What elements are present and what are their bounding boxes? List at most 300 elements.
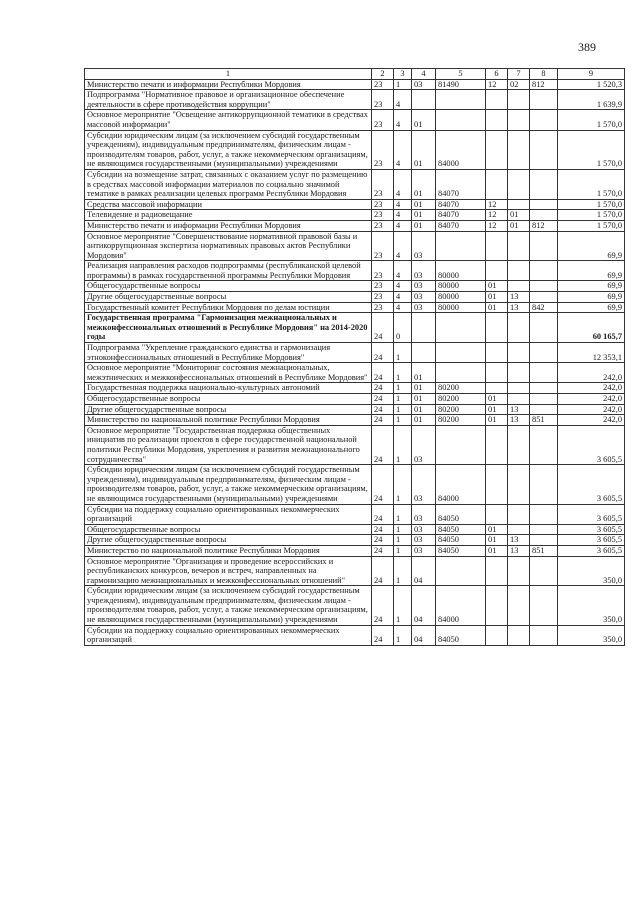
row-code-cell: 4 <box>394 199 412 210</box>
row-code-cell: 4 <box>394 130 412 169</box>
row-code-cell: 01 <box>412 169 436 199</box>
row-code-cell: 81490 <box>436 79 486 90</box>
row-code-cell: 23 <box>372 292 394 303</box>
row-code-cell: 4 <box>394 261 412 281</box>
row-code-cell <box>436 363 486 383</box>
row-name-cell: Субсидии на возмещение затрат, связанных с оказанием услуг по размещению в средствах массовой информации материалов по социально значимой тематике в рамках реализации целевых программ Республики Мордовия <box>85 169 372 199</box>
row-code-cell: 13 <box>508 415 530 426</box>
row-sum-cell: 1 570,0 <box>558 199 625 210</box>
row-code-cell: 01 <box>486 524 508 535</box>
row-code-cell <box>530 363 558 383</box>
row-code-cell: 80000 <box>436 261 486 281</box>
row-code-cell <box>508 465 530 504</box>
row-code-cell <box>508 199 530 210</box>
row-code-cell: 13 <box>508 302 530 313</box>
row-name-cell: Основное мероприятие "Мониторинг состояния межнациональных, межэтнических и межконфессиональных отношений в Республике Мордовия" <box>85 363 372 383</box>
row-code-cell: 24 <box>372 313 394 343</box>
row-code-cell: 24 <box>372 425 394 464</box>
row-code-cell: 03 <box>412 504 436 524</box>
row-code-cell: 24 <box>372 545 394 556</box>
row-code-cell: 84050 <box>436 524 486 535</box>
row-sum-cell: 350,0 <box>558 625 625 645</box>
row-code-cell: 23 <box>372 90 394 110</box>
row-code-cell <box>530 281 558 292</box>
row-code-cell <box>530 169 558 199</box>
row-name-cell: Общегосударственные вопросы <box>85 281 372 292</box>
row-code-cell <box>486 383 508 394</box>
row-code-cell: 80200 <box>436 404 486 415</box>
row-code-cell: 4 <box>394 220 412 231</box>
table-row <box>85 625 625 645</box>
row-sum-cell: 1 570,0 <box>558 169 625 199</box>
row-code-cell <box>530 586 558 625</box>
table-row <box>85 130 625 169</box>
row-code-cell: 1 <box>394 394 412 405</box>
row-name-cell: Министерство печати и информации Республики Мордовия <box>85 79 372 90</box>
row-code-cell: 01 <box>412 199 436 210</box>
row-code-cell: 03 <box>412 79 436 90</box>
row-code-cell: 03 <box>412 535 436 546</box>
row-name-cell: Субсидии на поддержку социально ориентированных некоммерческих организаций <box>85 625 372 645</box>
row-code-cell: 01 <box>486 281 508 292</box>
row-code-cell: 1 <box>394 535 412 546</box>
row-code-cell: 03 <box>412 292 436 303</box>
row-code-cell: 23 <box>372 199 394 210</box>
budget-table <box>84 68 625 646</box>
row-code-cell: 03 <box>412 302 436 313</box>
row-sum-cell: 242,0 <box>558 404 625 415</box>
table-row <box>85 292 625 303</box>
row-code-cell: 24 <box>372 415 394 426</box>
row-sum-cell: 69,9 <box>558 281 625 292</box>
row-code-cell: 04 <box>412 586 436 625</box>
row-name-cell: Государственный комитет Республики Мордовия по делам юстиции <box>85 302 372 313</box>
row-sum-cell: 350,0 <box>558 586 625 625</box>
row-code-cell: 23 <box>372 302 394 313</box>
row-code-cell: 24 <box>372 465 394 504</box>
row-code-cell: 1 <box>394 343 412 363</box>
row-sum-cell: 242,0 <box>558 394 625 405</box>
row-code-cell: 24 <box>372 343 394 363</box>
row-code-cell <box>508 394 530 405</box>
row-code-cell <box>486 425 508 464</box>
row-name-cell: Другие общегосударственные вопросы <box>85 404 372 415</box>
row-sum-cell: 3 605,5 <box>558 535 625 546</box>
row-code-cell: 01 <box>412 383 436 394</box>
row-code-cell: 4 <box>394 169 412 199</box>
row-code-cell: 24 <box>372 383 394 394</box>
row-code-cell: 1 <box>394 465 412 504</box>
row-code-cell: 80000 <box>436 292 486 303</box>
row-name-cell: Государственная поддержка национально-культурных автономий <box>85 383 372 394</box>
row-code-cell: 01 <box>412 404 436 415</box>
row-name-cell: Государственная программа "Гармонизация межнациональных и межконфессиональных отношений в Республике Мордовия" на 2014-2020 годы <box>85 313 372 343</box>
row-sum-cell: 69,9 <box>558 302 625 313</box>
row-name-cell: Основное мероприятие "Совершенствование нормативной правовой базы и антикоррупционная экспертиза нормативных правовых актов Республики Мордовия" <box>85 231 372 261</box>
row-code-cell: 04 <box>412 556 436 586</box>
row-name-cell: Министерство по национальной политике Республики Мордовия <box>85 415 372 426</box>
row-code-cell: 12 <box>486 210 508 221</box>
table-row <box>85 110 625 130</box>
row-code-cell: 01 <box>486 404 508 415</box>
row-code-cell: 4 <box>394 292 412 303</box>
row-sum-cell: 3 605,5 <box>558 504 625 524</box>
table-row <box>85 79 625 90</box>
row-name-cell: Министерство по национальной политике Республики Мордовия <box>85 545 372 556</box>
row-code-cell: 1 <box>394 425 412 464</box>
row-code-cell <box>508 343 530 363</box>
row-code-cell: 01 <box>508 220 530 231</box>
row-code-cell <box>436 313 486 343</box>
row-code-cell: 03 <box>412 545 436 556</box>
row-code-cell <box>508 281 530 292</box>
row-code-cell: 851 <box>530 415 558 426</box>
row-code-cell: 1 <box>394 383 412 394</box>
row-name-cell: Субсидии юридическим лицам (за исключением субсидий государственным учреждениям), индивидуальным предпринимателям, физическим лицам - производителям товаров, работ, услуг, а также некоммерческим организациям, не являющимся государственными (муниципальными) учреждениями <box>85 130 372 169</box>
row-code-cell: 84000 <box>436 586 486 625</box>
row-sum-cell: 1 570,0 <box>558 210 625 221</box>
row-code-cell <box>508 90 530 110</box>
row-code-cell <box>530 394 558 405</box>
row-code-cell <box>486 313 508 343</box>
row-code-cell <box>486 90 508 110</box>
row-code-cell: 03 <box>412 524 436 535</box>
row-code-cell <box>530 199 558 210</box>
row-code-cell <box>486 504 508 524</box>
row-code-cell: 1 <box>394 556 412 586</box>
row-code-cell <box>530 231 558 261</box>
row-code-cell: 1 <box>394 415 412 426</box>
row-sum-cell: 3 605,5 <box>558 545 625 556</box>
row-code-cell <box>508 363 530 383</box>
row-code-cell <box>530 524 558 535</box>
row-name-cell: Телевидение и радиовещание <box>85 210 372 221</box>
row-code-cell: 4 <box>394 281 412 292</box>
row-name-cell: Субсидии юридическим лицам (за исключением субсидий государственным учреждениям), индивидуальным предпринимателям, физическим лицам - производителям товаров, работ, услуг, а также некоммерческим организациям, не являющимся государственными (муниципальными) учреждениями <box>85 465 372 504</box>
row-code-cell: 4 <box>394 210 412 221</box>
row-code-cell: 1 <box>394 404 412 415</box>
row-sum-cell: 12 353,1 <box>558 343 625 363</box>
table-row <box>85 394 625 405</box>
row-code-cell: 1 <box>394 625 412 645</box>
row-code-cell: 1 <box>394 363 412 383</box>
row-code-cell: 01 <box>412 110 436 130</box>
row-code-cell: 4 <box>394 302 412 313</box>
header-cell: 1 <box>85 69 372 80</box>
row-code-cell <box>508 383 530 394</box>
row-code-cell: 4 <box>394 231 412 261</box>
row-sum-cell: 1 570,0 <box>558 130 625 169</box>
row-code-cell: 812 <box>530 220 558 231</box>
header-cell: 7 <box>508 69 530 80</box>
row-code-cell <box>486 343 508 363</box>
row-code-cell <box>412 313 436 343</box>
row-code-cell: 23 <box>372 110 394 130</box>
row-code-cell: 24 <box>372 394 394 405</box>
row-code-cell <box>436 425 486 464</box>
row-code-cell: 80200 <box>436 415 486 426</box>
row-code-cell: 0 <box>394 313 412 343</box>
header-cell: 9 <box>558 69 625 80</box>
row-code-cell <box>530 90 558 110</box>
row-code-cell: 23 <box>372 261 394 281</box>
row-sum-cell: 3 605,5 <box>558 465 625 504</box>
row-name-cell: Подпрограмма "Укрепление гражданского единства и гармонизация этноконфессиональных отношений в Республике Мордовия" <box>85 343 372 363</box>
row-code-cell <box>436 90 486 110</box>
row-sum-cell: 69,9 <box>558 261 625 281</box>
row-code-cell: 24 <box>372 363 394 383</box>
row-code-cell <box>508 504 530 524</box>
row-code-cell: 13 <box>508 292 530 303</box>
row-code-cell <box>530 535 558 546</box>
row-code-cell: 01 <box>486 394 508 405</box>
row-code-cell: 84050 <box>436 545 486 556</box>
row-code-cell <box>486 130 508 169</box>
table-row <box>85 545 625 556</box>
row-code-cell: 80200 <box>436 383 486 394</box>
row-code-cell: 01 <box>412 130 436 169</box>
table-row <box>85 169 625 199</box>
row-code-cell <box>486 261 508 281</box>
row-code-cell <box>486 625 508 645</box>
table-row <box>85 556 625 586</box>
table-row <box>85 363 625 383</box>
row-name-cell: Другие общегосударственные вопросы <box>85 535 372 546</box>
row-code-cell <box>436 556 486 586</box>
table-row <box>85 281 625 292</box>
row-code-cell: 03 <box>412 281 436 292</box>
table-row <box>85 425 625 464</box>
row-code-cell <box>530 313 558 343</box>
row-code-cell <box>508 130 530 169</box>
row-code-cell: 01 <box>486 545 508 556</box>
table-row <box>85 302 625 313</box>
row-code-cell: 01 <box>412 394 436 405</box>
row-code-cell: 23 <box>372 281 394 292</box>
row-code-cell <box>508 556 530 586</box>
row-code-cell: 24 <box>372 625 394 645</box>
row-code-cell <box>436 110 486 130</box>
row-sum-cell: 242,0 <box>558 363 625 383</box>
row-code-cell: 12 <box>486 220 508 231</box>
row-code-cell: 12 <box>486 79 508 90</box>
row-code-cell: 4 <box>394 110 412 130</box>
table-row <box>85 220 625 231</box>
row-code-cell <box>412 343 436 363</box>
table-row <box>85 524 625 535</box>
row-code-cell: 80000 <box>436 281 486 292</box>
row-code-cell: 84050 <box>436 504 486 524</box>
row-code-cell: 24 <box>372 586 394 625</box>
row-code-cell: 01 <box>486 302 508 313</box>
row-code-cell: 23 <box>372 231 394 261</box>
table-row <box>85 415 625 426</box>
row-code-cell <box>530 130 558 169</box>
row-code-cell: 842 <box>530 302 558 313</box>
row-code-cell: 84000 <box>436 130 486 169</box>
table-row <box>85 199 625 210</box>
row-code-cell: 13 <box>508 535 530 546</box>
row-name-cell: Министерство печати и информации Республики Мордовия <box>85 220 372 231</box>
row-code-cell: 80000 <box>436 302 486 313</box>
row-sum-cell: 69,9 <box>558 292 625 303</box>
row-code-cell <box>508 169 530 199</box>
row-code-cell: 84050 <box>436 535 486 546</box>
row-code-cell <box>530 504 558 524</box>
table-row <box>85 231 625 261</box>
row-code-cell <box>530 404 558 415</box>
row-code-cell: 1 <box>394 504 412 524</box>
row-code-cell: 1 <box>394 586 412 625</box>
row-sum-cell: 1 570,0 <box>558 220 625 231</box>
row-code-cell: 23 <box>372 79 394 90</box>
row-code-cell: 23 <box>372 130 394 169</box>
row-code-cell <box>530 261 558 281</box>
header-cell: 2 <box>372 69 394 80</box>
row-code-cell: 1 <box>394 524 412 535</box>
page-number: 389 <box>578 40 596 54</box>
table-row <box>85 383 625 394</box>
row-code-cell <box>412 90 436 110</box>
row-code-cell <box>486 586 508 625</box>
row-code-cell: 01 <box>486 292 508 303</box>
row-code-cell <box>508 524 530 535</box>
row-name-cell: Другие общегосударственные вопросы <box>85 292 372 303</box>
row-code-cell <box>508 231 530 261</box>
row-code-cell: 01 <box>486 415 508 426</box>
header-cell: 3 <box>394 69 412 80</box>
row-code-cell: 1 <box>394 79 412 90</box>
row-name-cell: Общегосударственные вопросы <box>85 524 372 535</box>
header-row <box>85 69 625 80</box>
table-row <box>85 404 625 415</box>
row-code-cell: 01 <box>412 415 436 426</box>
row-code-cell <box>530 383 558 394</box>
row-sum-cell: 69,9 <box>558 231 625 261</box>
row-code-cell: 24 <box>372 504 394 524</box>
row-sum-cell: 3 605,5 <box>558 524 625 535</box>
row-sum-cell: 1 570,0 <box>558 110 625 130</box>
row-code-cell: 84070 <box>436 199 486 210</box>
row-code-cell: 851 <box>530 545 558 556</box>
row-code-cell <box>530 110 558 130</box>
row-code-cell: 23 <box>372 169 394 199</box>
row-code-cell <box>436 231 486 261</box>
row-sum-cell: 1 520,3 <box>558 79 625 90</box>
row-code-cell: 01 <box>486 535 508 546</box>
row-code-cell <box>530 210 558 221</box>
row-code-cell: 84070 <box>436 210 486 221</box>
row-code-cell: 84050 <box>436 625 486 645</box>
row-code-cell <box>508 313 530 343</box>
row-code-cell <box>486 231 508 261</box>
row-name-cell: Основное мероприятие "Организация и проведение всероссийских и республиканских конкурсов, вечеров и встреч, направленных на гармонизацию межнациональных и межконфессиональных отношений" <box>85 556 372 586</box>
row-code-cell <box>530 465 558 504</box>
row-code-cell <box>530 556 558 586</box>
row-code-cell: 03 <box>412 465 436 504</box>
row-code-cell <box>436 343 486 363</box>
table-row <box>85 90 625 110</box>
header-cell: 6 <box>486 69 508 80</box>
row-name-cell: Субсидии юридическим лицам (за исключением субсидий государственным учреждениям), индивидуальным предпринимателям, физическим лицам - производителям товаров, работ, услуг, а также некоммерческим организациям, не являющимся государственными (муниципальными) учреждениями <box>85 586 372 625</box>
row-code-cell: 12 <box>486 199 508 210</box>
header-cell: 5 <box>436 69 486 80</box>
row-code-cell <box>486 110 508 130</box>
row-code-cell <box>530 625 558 645</box>
row-code-cell <box>486 363 508 383</box>
row-name-cell: Подпрограмма "Нормативное правовое и организационное обеспечение деятельности в сфере противодействия коррупции" <box>85 90 372 110</box>
table-row <box>85 465 625 504</box>
row-code-cell: 4 <box>394 90 412 110</box>
row-code-cell <box>530 292 558 303</box>
row-code-cell: 24 <box>372 524 394 535</box>
row-code-cell: 01 <box>412 210 436 221</box>
row-code-cell <box>486 556 508 586</box>
row-code-cell: 24 <box>372 535 394 546</box>
row-code-cell: 03 <box>412 231 436 261</box>
row-sum-cell: 3 605,5 <box>558 425 625 464</box>
row-code-cell: 13 <box>508 545 530 556</box>
row-code-cell: 1 <box>394 545 412 556</box>
row-sum-cell: 1 639,9 <box>558 90 625 110</box>
header-cell: 8 <box>530 69 558 80</box>
row-code-cell <box>530 425 558 464</box>
row-sum-cell: 60 165,7 <box>558 313 625 343</box>
row-code-cell: 03 <box>412 261 436 281</box>
table-row <box>85 535 625 546</box>
row-code-cell: 01 <box>412 363 436 383</box>
table-row <box>85 343 625 363</box>
row-code-cell: 04 <box>412 625 436 645</box>
row-name-cell: Реализация направления расходов подпрограммы (республиканской целевой программы) в рамках государственной программы Республики Мордовия <box>85 261 372 281</box>
row-code-cell: 01 <box>508 210 530 221</box>
row-code-cell: 80200 <box>436 394 486 405</box>
row-code-cell: 84000 <box>436 465 486 504</box>
row-code-cell: 84070 <box>436 220 486 231</box>
table-body <box>85 79 625 645</box>
row-code-cell <box>530 343 558 363</box>
row-code-cell: 13 <box>508 404 530 415</box>
row-code-cell <box>486 465 508 504</box>
row-code-cell <box>486 169 508 199</box>
row-code-cell: 02 <box>508 79 530 90</box>
row-code-cell: 24 <box>372 556 394 586</box>
row-code-cell <box>508 625 530 645</box>
row-code-cell: 24 <box>372 404 394 415</box>
row-code-cell: 812 <box>530 79 558 90</box>
row-code-cell <box>508 586 530 625</box>
table-row <box>85 504 625 524</box>
row-name-cell: Основное мероприятие "Государственная поддержка общественных инициатив по реализации проектов в сфере государственной национальной политики Республики Мордовия, укрепления и развития межнационального сотрудничества" <box>85 425 372 464</box>
table-row <box>85 586 625 625</box>
row-code-cell: 03 <box>412 425 436 464</box>
row-code-cell: 23 <box>372 220 394 231</box>
row-code-cell: 23 <box>372 210 394 221</box>
table-row <box>85 210 625 221</box>
row-name-cell: Средства массовой информации <box>85 199 372 210</box>
row-code-cell: 01 <box>412 220 436 231</box>
table-row <box>85 313 625 343</box>
table-row <box>85 261 625 281</box>
row-code-cell <box>508 110 530 130</box>
row-sum-cell: 350,0 <box>558 556 625 586</box>
row-sum-cell: 242,0 <box>558 383 625 394</box>
row-name-cell: Субсидии на поддержку социально ориентированных некоммерческих организаций <box>85 504 372 524</box>
row-code-cell <box>508 261 530 281</box>
row-code-cell <box>508 425 530 464</box>
row-sum-cell: 242,0 <box>558 415 625 426</box>
row-name-cell: Основное мероприятие "Освещение антикоррупционной тематики в средствах массовой информации" <box>85 110 372 130</box>
